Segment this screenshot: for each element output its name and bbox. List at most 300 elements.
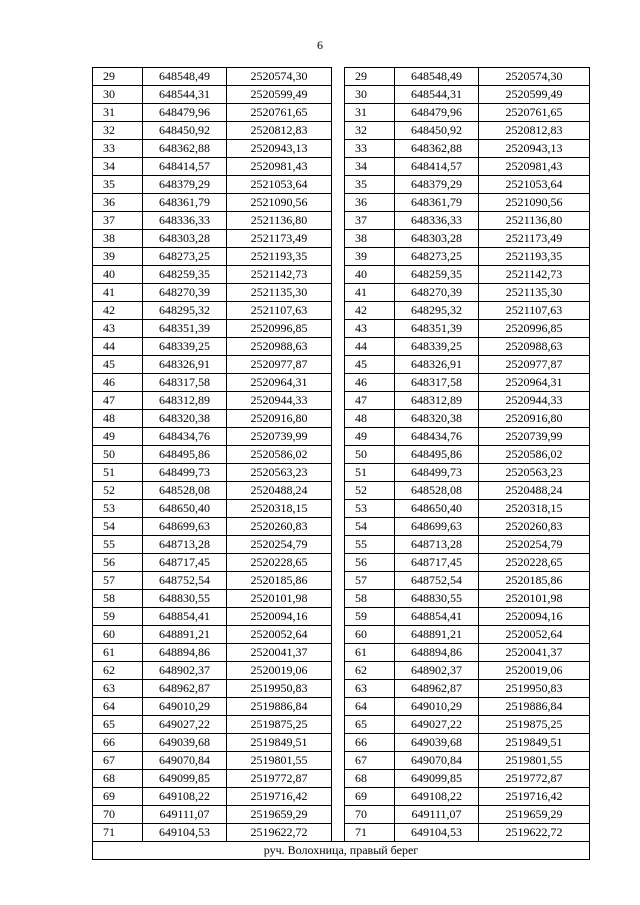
table-row — [93, 464, 590, 482]
right-point-number: 47 — [345, 392, 395, 410]
left-x-coordinate: 648495,86 — [143, 446, 227, 464]
right-x-coordinate: 648891,21 — [395, 626, 479, 644]
left-x-coordinate: 648303,28 — [143, 230, 227, 248]
left-y-coordinate: 2520981,43 — [227, 158, 332, 176]
right-y-coordinate: 2519659,29 — [479, 806, 590, 824]
column-gap — [332, 428, 345, 446]
left-x-coordinate: 648351,39 — [143, 320, 227, 338]
right-y-coordinate: 2521053,64 — [479, 176, 590, 194]
column-gap — [332, 446, 345, 464]
table-row — [93, 698, 590, 716]
left-x-coordinate: 648414,57 — [143, 158, 227, 176]
column-gap — [332, 392, 345, 410]
right-point-number: 37 — [345, 212, 395, 230]
right-y-coordinate: 2520574,30 — [479, 68, 590, 86]
right-y-coordinate: 2520916,80 — [479, 410, 590, 428]
left-point-number: 71 — [93, 824, 143, 842]
right-x-coordinate: 648699,63 — [395, 518, 479, 536]
right-y-coordinate: 2520944,33 — [479, 392, 590, 410]
left-y-coordinate: 2520739,99 — [227, 428, 332, 446]
table-row — [93, 194, 590, 212]
right-point-number: 49 — [345, 428, 395, 446]
table-row — [93, 104, 590, 122]
right-x-coordinate: 648270,39 — [395, 284, 479, 302]
left-y-coordinate: 2519849,51 — [227, 734, 332, 752]
right-point-number: 63 — [345, 680, 395, 698]
right-x-coordinate: 648361,79 — [395, 194, 479, 212]
right-y-coordinate: 2520943,13 — [479, 140, 590, 158]
left-x-coordinate: 649070,84 — [143, 752, 227, 770]
right-point-number: 46 — [345, 374, 395, 392]
right-y-coordinate: 2520185,86 — [479, 572, 590, 590]
left-point-number: 51 — [93, 464, 143, 482]
right-x-coordinate: 648544,31 — [395, 86, 479, 104]
left-point-number: 29 — [93, 68, 143, 86]
right-y-coordinate: 2520599,49 — [479, 86, 590, 104]
left-y-coordinate: 2520101,98 — [227, 590, 332, 608]
right-point-number: 33 — [345, 140, 395, 158]
right-y-coordinate: 2520981,43 — [479, 158, 590, 176]
left-point-number: 68 — [93, 770, 143, 788]
left-x-coordinate: 648894,86 — [143, 644, 227, 662]
right-y-coordinate: 2519886,84 — [479, 698, 590, 716]
left-y-coordinate: 2521173,49 — [227, 230, 332, 248]
right-point-number: 41 — [345, 284, 395, 302]
right-point-number: 64 — [345, 698, 395, 716]
left-point-number: 46 — [93, 374, 143, 392]
table-row — [93, 140, 590, 158]
left-y-coordinate: 2519659,29 — [227, 806, 332, 824]
table-row — [93, 716, 590, 734]
column-gap — [332, 500, 345, 518]
right-x-coordinate: 648259,35 — [395, 266, 479, 284]
left-y-coordinate: 2520943,13 — [227, 140, 332, 158]
right-y-coordinate: 2520988,63 — [479, 338, 590, 356]
left-y-coordinate: 2519886,84 — [227, 698, 332, 716]
column-gap — [332, 608, 345, 626]
right-y-coordinate: 2520563,23 — [479, 464, 590, 482]
right-y-coordinate: 2520019,06 — [479, 662, 590, 680]
left-point-number: 40 — [93, 266, 143, 284]
table-row — [93, 230, 590, 248]
left-point-number: 63 — [93, 680, 143, 698]
left-x-coordinate: 648713,28 — [143, 536, 227, 554]
right-y-coordinate: 2520586,02 — [479, 446, 590, 464]
left-point-number: 48 — [93, 410, 143, 428]
right-y-coordinate: 2520964,31 — [479, 374, 590, 392]
left-x-coordinate: 648830,55 — [143, 590, 227, 608]
right-y-coordinate: 2519622,72 — [479, 824, 590, 842]
right-y-coordinate: 2521142,73 — [479, 266, 590, 284]
left-x-coordinate: 649099,85 — [143, 770, 227, 788]
right-y-coordinate: 2520739,99 — [479, 428, 590, 446]
column-gap — [332, 590, 345, 608]
left-x-coordinate: 648259,35 — [143, 266, 227, 284]
left-x-coordinate: 648891,21 — [143, 626, 227, 644]
left-x-coordinate: 648699,63 — [143, 518, 227, 536]
right-x-coordinate: 648650,40 — [395, 500, 479, 518]
table-row — [93, 626, 590, 644]
right-x-coordinate: 648414,57 — [395, 158, 479, 176]
left-y-coordinate: 2520996,85 — [227, 320, 332, 338]
right-x-coordinate: 649104,53 — [395, 824, 479, 842]
table-row — [93, 770, 590, 788]
table-row — [93, 590, 590, 608]
table-row — [93, 554, 590, 572]
left-y-coordinate: 2520574,30 — [227, 68, 332, 86]
left-x-coordinate: 648336,33 — [143, 212, 227, 230]
table-row — [93, 356, 590, 374]
left-y-coordinate: 2519772,87 — [227, 770, 332, 788]
right-y-coordinate: 2519801,55 — [479, 752, 590, 770]
right-y-coordinate: 2520101,98 — [479, 590, 590, 608]
right-x-coordinate: 649070,84 — [395, 752, 479, 770]
table-row — [93, 806, 590, 824]
left-y-coordinate: 2521142,73 — [227, 266, 332, 284]
column-gap — [332, 230, 345, 248]
left-y-coordinate: 2520599,49 — [227, 86, 332, 104]
left-x-coordinate: 648326,91 — [143, 356, 227, 374]
column-gap — [332, 734, 345, 752]
left-y-coordinate: 2521107,63 — [227, 302, 332, 320]
right-point-number: 59 — [345, 608, 395, 626]
left-point-number: 34 — [93, 158, 143, 176]
column-gap — [332, 770, 345, 788]
left-point-number: 59 — [93, 608, 143, 626]
left-y-coordinate: 2520586,02 — [227, 446, 332, 464]
right-x-coordinate: 648336,33 — [395, 212, 479, 230]
right-x-coordinate: 648295,32 — [395, 302, 479, 320]
left-point-number: 67 — [93, 752, 143, 770]
right-x-coordinate: 649099,85 — [395, 770, 479, 788]
caption-row — [93, 842, 590, 860]
left-y-coordinate: 2520318,15 — [227, 500, 332, 518]
column-gap — [332, 554, 345, 572]
left-y-coordinate: 2520094,16 — [227, 608, 332, 626]
right-x-coordinate: 648548,49 — [395, 68, 479, 86]
right-y-coordinate: 2519950,83 — [479, 680, 590, 698]
left-x-coordinate: 648650,40 — [143, 500, 227, 518]
column-gap — [332, 284, 345, 302]
right-point-number: 39 — [345, 248, 395, 266]
left-y-coordinate: 2521135,30 — [227, 284, 332, 302]
left-x-coordinate: 648717,45 — [143, 554, 227, 572]
right-point-number: 54 — [345, 518, 395, 536]
right-x-coordinate: 648962,87 — [395, 680, 479, 698]
right-point-number: 44 — [345, 338, 395, 356]
left-point-number: 31 — [93, 104, 143, 122]
table-row — [93, 428, 590, 446]
left-y-coordinate: 2520977,87 — [227, 356, 332, 374]
table-row — [93, 518, 590, 536]
column-gap — [332, 104, 345, 122]
column-gap — [332, 518, 345, 536]
column-gap — [332, 140, 345, 158]
right-x-coordinate: 648854,41 — [395, 608, 479, 626]
left-y-coordinate: 2520988,63 — [227, 338, 332, 356]
right-point-number: 35 — [345, 176, 395, 194]
left-y-coordinate: 2520761,65 — [227, 104, 332, 122]
table-row — [93, 392, 590, 410]
table-row — [93, 752, 590, 770]
left-y-coordinate: 2520916,80 — [227, 410, 332, 428]
right-point-number: 61 — [345, 644, 395, 662]
left-y-coordinate: 2520052,64 — [227, 626, 332, 644]
left-point-number: 52 — [93, 482, 143, 500]
left-point-number: 30 — [93, 86, 143, 104]
right-x-coordinate: 648495,86 — [395, 446, 479, 464]
left-x-coordinate: 649108,22 — [143, 788, 227, 806]
right-point-number: 34 — [345, 158, 395, 176]
right-y-coordinate: 2520996,85 — [479, 320, 590, 338]
column-gap — [332, 806, 345, 824]
left-x-coordinate: 648902,37 — [143, 662, 227, 680]
column-gap — [332, 320, 345, 338]
left-y-coordinate: 2520488,24 — [227, 482, 332, 500]
right-x-coordinate: 648528,08 — [395, 482, 479, 500]
right-y-coordinate: 2520254,79 — [479, 536, 590, 554]
left-point-number: 69 — [93, 788, 143, 806]
table-row — [93, 734, 590, 752]
left-x-coordinate: 649111,07 — [143, 806, 227, 824]
left-x-coordinate: 648548,49 — [143, 68, 227, 86]
left-x-coordinate: 648499,73 — [143, 464, 227, 482]
right-point-number: 38 — [345, 230, 395, 248]
table-row — [93, 662, 590, 680]
right-point-number: 67 — [345, 752, 395, 770]
left-point-number: 54 — [93, 518, 143, 536]
left-y-coordinate: 2519950,83 — [227, 680, 332, 698]
left-point-number: 55 — [93, 536, 143, 554]
right-point-number: 36 — [345, 194, 395, 212]
left-x-coordinate: 648270,39 — [143, 284, 227, 302]
right-point-number: 42 — [345, 302, 395, 320]
column-gap — [332, 176, 345, 194]
table-row — [93, 482, 590, 500]
right-y-coordinate: 2520041,37 — [479, 644, 590, 662]
right-point-number: 29 — [345, 68, 395, 86]
right-point-number: 70 — [345, 806, 395, 824]
right-y-coordinate: 2520812,83 — [479, 122, 590, 140]
right-point-number: 65 — [345, 716, 395, 734]
table-row — [93, 338, 590, 356]
right-x-coordinate: 649111,07 — [395, 806, 479, 824]
right-point-number: 50 — [345, 446, 395, 464]
left-point-number: 44 — [93, 338, 143, 356]
left-point-number: 58 — [93, 590, 143, 608]
right-point-number: 68 — [345, 770, 395, 788]
left-x-coordinate: 649039,68 — [143, 734, 227, 752]
right-y-coordinate: 2520761,65 — [479, 104, 590, 122]
right-point-number: 52 — [345, 482, 395, 500]
column-gap — [332, 680, 345, 698]
column-gap — [332, 572, 345, 590]
left-y-coordinate: 2520041,37 — [227, 644, 332, 662]
column-gap — [332, 266, 345, 284]
left-y-coordinate: 2519875,25 — [227, 716, 332, 734]
left-point-number: 53 — [93, 500, 143, 518]
right-y-coordinate: 2520094,16 — [479, 608, 590, 626]
left-x-coordinate: 649027,22 — [143, 716, 227, 734]
right-y-coordinate: 2521173,49 — [479, 230, 590, 248]
left-point-number: 57 — [93, 572, 143, 590]
column-gap — [332, 824, 345, 842]
right-x-coordinate: 648351,39 — [395, 320, 479, 338]
column-gap — [332, 86, 345, 104]
left-point-number: 61 — [93, 644, 143, 662]
column-gap — [332, 122, 345, 140]
right-x-coordinate: 649010,29 — [395, 698, 479, 716]
right-point-number: 66 — [345, 734, 395, 752]
page-number: 6 — [317, 38, 323, 52]
left-x-coordinate: 648528,08 — [143, 482, 227, 500]
left-y-coordinate: 2519801,55 — [227, 752, 332, 770]
table-row — [93, 572, 590, 590]
right-y-coordinate: 2521090,56 — [479, 194, 590, 212]
column-gap — [332, 464, 345, 482]
column-gap — [332, 212, 345, 230]
right-y-coordinate: 2520488,24 — [479, 482, 590, 500]
column-gap — [332, 752, 345, 770]
left-point-number: 45 — [93, 356, 143, 374]
left-y-coordinate: 2520254,79 — [227, 536, 332, 554]
right-x-coordinate: 648479,96 — [395, 104, 479, 122]
right-y-coordinate: 2519875,25 — [479, 716, 590, 734]
column-gap — [332, 644, 345, 662]
right-y-coordinate: 2519772,87 — [479, 770, 590, 788]
right-y-coordinate: 2520228,65 — [479, 554, 590, 572]
table-row — [93, 536, 590, 554]
table-row — [93, 410, 590, 428]
column-gap — [332, 410, 345, 428]
left-x-coordinate: 648379,29 — [143, 176, 227, 194]
left-point-number: 36 — [93, 194, 143, 212]
right-y-coordinate: 2521107,63 — [479, 302, 590, 320]
left-y-coordinate: 2520812,83 — [227, 122, 332, 140]
left-x-coordinate: 649010,29 — [143, 698, 227, 716]
left-x-coordinate: 648273,25 — [143, 248, 227, 266]
column-gap — [332, 482, 345, 500]
column-gap — [332, 356, 345, 374]
left-x-coordinate: 648362,88 — [143, 140, 227, 158]
left-x-coordinate: 648434,76 — [143, 428, 227, 446]
table-row — [93, 680, 590, 698]
right-y-coordinate: 2520052,64 — [479, 626, 590, 644]
right-x-coordinate: 648379,29 — [395, 176, 479, 194]
right-y-coordinate: 2521136,80 — [479, 212, 590, 230]
left-point-number: 33 — [93, 140, 143, 158]
table-row — [93, 824, 590, 842]
table-row — [93, 374, 590, 392]
right-x-coordinate: 649027,22 — [395, 716, 479, 734]
right-x-coordinate: 648450,92 — [395, 122, 479, 140]
left-y-coordinate: 2520944,33 — [227, 392, 332, 410]
table-row — [93, 500, 590, 518]
table-row — [93, 212, 590, 230]
right-x-coordinate: 648902,37 — [395, 662, 479, 680]
left-y-coordinate: 2521193,35 — [227, 248, 332, 266]
right-x-coordinate: 648362,88 — [395, 140, 479, 158]
left-y-coordinate: 2520019,06 — [227, 662, 332, 680]
right-point-number: 56 — [345, 554, 395, 572]
left-point-number: 43 — [93, 320, 143, 338]
right-x-coordinate: 648499,73 — [395, 464, 479, 482]
left-y-coordinate: 2520260,83 — [227, 518, 332, 536]
left-x-coordinate: 648450,92 — [143, 122, 227, 140]
table-row — [93, 158, 590, 176]
left-point-number: 70 — [93, 806, 143, 824]
left-point-number: 32 — [93, 122, 143, 140]
right-x-coordinate: 648326,91 — [395, 356, 479, 374]
right-point-number: 62 — [345, 662, 395, 680]
left-point-number: 56 — [93, 554, 143, 572]
right-x-coordinate: 648317,58 — [395, 374, 479, 392]
right-x-coordinate: 648339,25 — [395, 338, 479, 356]
left-x-coordinate: 648317,58 — [143, 374, 227, 392]
left-y-coordinate: 2521136,80 — [227, 212, 332, 230]
table-row — [93, 302, 590, 320]
column-gap — [332, 662, 345, 680]
right-x-coordinate: 648273,25 — [395, 248, 479, 266]
table-row — [93, 788, 590, 806]
right-y-coordinate: 2519849,51 — [479, 734, 590, 752]
table-row — [93, 608, 590, 626]
left-x-coordinate: 648295,32 — [143, 302, 227, 320]
column-gap — [332, 626, 345, 644]
left-point-number: 50 — [93, 446, 143, 464]
left-point-number: 66 — [93, 734, 143, 752]
right-x-coordinate: 648312,89 — [395, 392, 479, 410]
left-y-coordinate: 2520563,23 — [227, 464, 332, 482]
left-point-number: 64 — [93, 698, 143, 716]
column-gap — [332, 158, 345, 176]
right-x-coordinate: 648320,38 — [395, 410, 479, 428]
right-x-coordinate: 649108,22 — [395, 788, 479, 806]
left-point-number: 65 — [93, 716, 143, 734]
left-point-number: 39 — [93, 248, 143, 266]
left-point-number: 41 — [93, 284, 143, 302]
right-x-coordinate: 648303,28 — [395, 230, 479, 248]
left-y-coordinate: 2520964,31 — [227, 374, 332, 392]
right-x-coordinate: 648752,54 — [395, 572, 479, 590]
table-row — [93, 284, 590, 302]
right-point-number: 57 — [345, 572, 395, 590]
left-point-number: 42 — [93, 302, 143, 320]
column-gap — [332, 536, 345, 554]
table-row — [93, 644, 590, 662]
right-point-number: 51 — [345, 464, 395, 482]
left-x-coordinate: 648479,96 — [143, 104, 227, 122]
left-point-number: 38 — [93, 230, 143, 248]
table-row — [93, 68, 590, 86]
table-row — [93, 122, 590, 140]
column-gap — [332, 338, 345, 356]
column-gap — [332, 788, 345, 806]
right-x-coordinate: 648894,86 — [395, 644, 479, 662]
right-point-number: 58 — [345, 590, 395, 608]
left-x-coordinate: 648339,25 — [143, 338, 227, 356]
coordinates-rows — [93, 68, 590, 842]
left-x-coordinate: 648752,54 — [143, 572, 227, 590]
right-y-coordinate: 2520260,83 — [479, 518, 590, 536]
table-row — [93, 86, 590, 104]
right-x-coordinate: 648830,55 — [395, 590, 479, 608]
left-y-coordinate: 2519622,72 — [227, 824, 332, 842]
left-x-coordinate: 648312,89 — [143, 392, 227, 410]
right-point-number: 53 — [345, 500, 395, 518]
right-y-coordinate: 2520977,87 — [479, 356, 590, 374]
left-point-number: 47 — [93, 392, 143, 410]
